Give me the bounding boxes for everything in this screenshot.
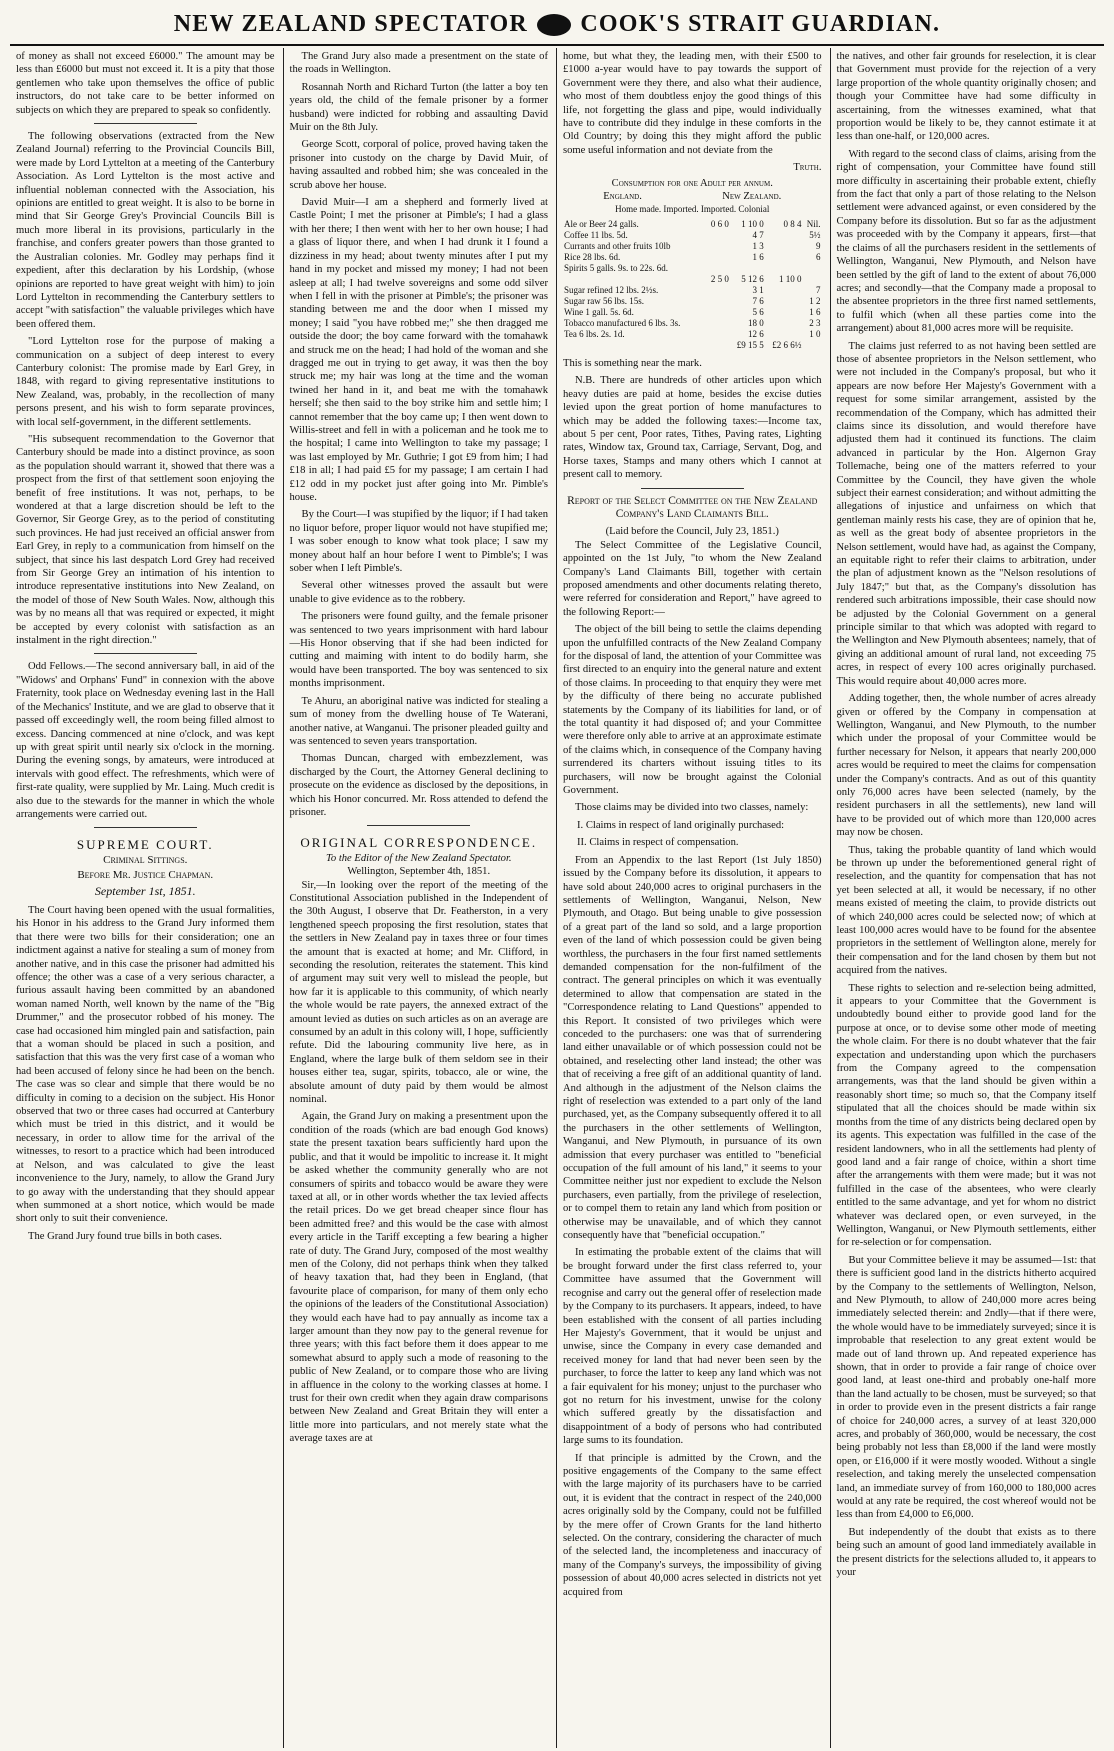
table-cell xyxy=(563,340,706,351)
table-cell xyxy=(765,241,803,252)
table-cell: Spirits 5 galls. 9s. to 22s. 6d. xyxy=(564,262,669,273)
table-cell: Ale or Beer 24 galls. xyxy=(564,218,639,229)
table-cell xyxy=(802,274,821,285)
paragraph: From an Appendix to the last Report (1st July 1850) issued by the Company before its dissolution, it appears to have sold about 240,000 acres to original purchasers in the settlements of Wellington, Wanganui, Nelson, New Plymouth, and Otago. But being unable to give possession of a great part of the land so sold, and a large proportion even of the land of which possession could be given being worthless, the purchasers in the four first named settlements demanded compensation for the non-fulfilment of the contract. The general principles on which it was eventually determined to allow that compensation are stated in the "Correspondence relating to Land Questions" appended to this Report. It consisted of two privileges which were conceded to the purchasers: one was that of surrendering land either unavailable or of which possession could not be obtained, and reselecting other land instead; the other was that of receiving a free gift of an additional quantity of land. And although in the adjustment of the Nelson claims the right of reselection was extended to a part only of the land purchased, yet, as the Company subsequently offered it to all the purchasers in the other settlements of Wellington, Wanganui, and New Plymouth, in pursuance of its own admission that every purchaser was entitled to "beneficial occupation of the full amount of his land," it seems to your Committee neither just nor expedient to exclude the Nelson purchasers, even partially, from the privilege of reselection, or to compel them to retain any land which from position or otherwise may be unavailable, and of which they cannot consequently have that "beneficial occupation." xyxy=(563,854,822,1242)
table-row xyxy=(563,329,822,340)
divider xyxy=(367,825,470,826)
list-item: I. Claims in respect of land originally purchased: xyxy=(577,819,785,831)
table-row xyxy=(563,285,822,296)
table-cell xyxy=(765,307,803,318)
table-cell: 2 3 xyxy=(809,317,821,328)
paragraph: "Lord Lyttelton rose for the purpose of making a communication on a subject of deep interest to every Canterbury colonist: The promise made by Earl Grey, in 1848, with regard to giving representative institutions to New Zealand, was, probably, in the recollection of many persons present, and his wish to form separate provinces, with local self-government, in the different settlements. xyxy=(16,336,275,428)
paragraph: "His subsequent recommendation to the Governor that Canterbury should be made into a distinct province, as soon as the population should warrant it, showed that there was a prospect from the first of that settlement soon enjoying the benefit of free institutions. It was not, perhaps, to be wondered at that a large discretion should be left to the Governor, Sir George Grey, as to the period of constituting such provinces. He had just received an official answer from Earl Grey, in reply to a communication from himself on the subject, that since his last despatch Lord Grey had received from Sir George Grey an intimation of his intention to introduce representative institutions into New Zealand, on the model of those of New South Wales. Now, although this was by no means all that was required or expected, it might be accepted by every colonist with satisfaction as an instalment in the right direction." xyxy=(16,433,275,647)
divider xyxy=(641,488,744,489)
table-cell: Tobacco manufactured 6 lbs. 3s. xyxy=(564,317,681,328)
paragraph: Te Ahuru, an aboriginal native was indicted for stealing a sum of money from the dwelling house of Te Waterani, another native, at Wanganui. The prisoner pleaded guilty and was sentenced to seven years transportation. xyxy=(289,695,548,747)
paragraph: The following observations (extracted from the New Zealand Journal) referring to the Provincial Councils Bill, were made by Lord Lyttelton at a meeting of the Canterbury Association. As Lord Lyttelton is the most active and influential nobleman connected with the Association, his opinions are entitled to great weight. It is also to be borne in mind that Sir George Grey's Provincial Councils Bill is much more liberal in its provisions, particularly in the franchise, and confers greater powers than those granted to the Australian colonies. Mr. Godley may perhaps find it expedient, after this declaration by his Lordship, (whose opinions are reported to have great weight with him) to join Lord Lyttelton in recommending the Canterbury settlers to accept "with satisfaction" the valuable privileges which have been offered them. xyxy=(16,131,275,330)
column-1 xyxy=(10,48,284,1748)
table-cell: 6 xyxy=(816,251,821,262)
table-cell xyxy=(706,252,730,263)
paragraph: In estimating the probable extent of the claims that will be brought forward under the first class referred to, your Committee have assumed that the Government will recognise and carry out the general offer of reselection made by the Company to its purchasers. It appears, indeed, to have been established with the consent of all parties including Her Majesty's Government, that it would be unjust and unwise, since the Company in every case demanded and received money for land that had never been seen by the purchaser, to force the latter to keep any land which was not a fair equivalent for his money; unjust to the purchaser who got no return for his investment, unwise for the colony which suffered greatly by the dissatisfaction and disappointment of a body of persons who had contributed large sums to its foundation. xyxy=(563,1247,822,1447)
paragraph: The Grand Jury also made a presentment on the state of the roads in Wellington. xyxy=(289,51,548,76)
paragraph: The Court having been opened with the usual formalities, his Honor in his address to the Grand Jury informed them that there were two bills for their consideration; one an indictment against a native for stealing a sum of money from another native, and in this case the prisoner had admitted his offence; the other was a case of a very serious character, a furious assault having been committed by an abandoned woman named North, well known by the name of the "Big Drummer," and the prosecutor robbed of his money. The case had occasioned him mingled pain and satisfaction, pain that a woman should be placed in such a position, and satisfaction that this was the very first case of a woman who had been accused of felony since he had been on the bench. The case was so clear and simple that there would be no difficulty in coming to a decision on the subject. His Honor observed that two or three cases had occurred at Canterbury which must be tried in this district, and it would be necessary, in order to allow time for the arrival of the witnesses, to resort to a practice which had been introduced at Nelson, and was calculated to give the least inconvenience to the Jury, namely, to allow the Grand Jury to go away with the understanding that they should appear when summoned at a short notice, which would be made short only to suit their convenience. xyxy=(16,904,275,1225)
table-header-cell: England. xyxy=(603,191,642,203)
table-row xyxy=(563,252,822,263)
table-cell: Rice 28 lbs. 6d. xyxy=(564,251,621,262)
section-title: ORIGINAL CORRESPONDENCE. xyxy=(300,835,538,851)
paragraph: The claims just referred to as not having been settled are those of absentee proprietors in the Nelson settlement, who were not included in the Company's proposal, but who it appears are now before Her Majesty's Government with a request for some similar arrangement, assisted by the recommendation of the Company, which has admitted their claims since its dissolution, and would therefore have adjusted them had it continued its functions. The claim advanced in particular by the Hon. Algernon Gray Tollemache, being one of the matters referred to your Committee by the Council, they have given the whole subject their earnest consideration; and without admitting the allegations of injustice and unfairness on which that gentleman mainly rests his case, they are of opinion that he, as well as the great body of absentee proprietors in the Nelson settlement, would have had, as against the Company, an equitable right to refer their claims to arbitration, under the plan of adjustment known as the "Nelson resolutions of July 1847;" but that, as the Company's dissolution has rendered such arbitrations impossible, their case should now be adjusted by the Colonial Government on a general principle similar to that which was adopted with regard to the Wellington and New Plymouth absentees; namely, that of giving an additional amount of rural land, not exceeding 75 acres, in respect of every 100 acres originally purchased. This would require about 40,000 acres more. xyxy=(836,340,1096,687)
table-cell: Coffee 11 lbs. 5d. xyxy=(564,229,628,240)
divider xyxy=(94,653,197,654)
paragraph: Rosannah North and Richard Turton (the latter a boy ten years old, the child of the female prisoner by a former husband) were indicted for robbing and assaulting David Muir on the 8th July. xyxy=(289,81,548,134)
table-cell: 12 6 xyxy=(748,328,764,339)
paragraph: By the Court—I was stupified by the liquor; if I had taken no liquor before, proper liquor would not have stupified me; I was sober enough to know what took place; I saw my money about half an hour before I went to Pimble's; I was sober when I left Pimble's. xyxy=(289,509,548,575)
paragraph: If that principle is admitted by the Crown, and the positive engagements of the Company to the same effect with the large majority of its purchasers have to be carried out, it is evident that the contract in respect of the 240,000 acres originally sold by the Company, could not be fulfilled by the mere offer of Crown Grants for the land hitherto selected. On the contrary, considering the character of much of the selected land, the incompleteness and inaccuracy of many of the Company's surveys, the impossibility of giving possession of about 40,000 acres selected in districts not yet acquired from xyxy=(563,1452,822,1598)
column-4 xyxy=(831,48,1105,1748)
table-cell: 5 6 xyxy=(752,306,764,317)
table-title: Consumption for one Adult per annum. xyxy=(611,177,773,189)
letter-address: To the Editor of the New Zealand Spectator. xyxy=(325,852,512,864)
table-cell: 7 6 xyxy=(752,295,764,306)
paragraph: George Scott, corporal of police, proved having taken the prisoner into custody on the charge by David Muir, of having assaulted and robbed him; she was concealed in the scrub above her house. xyxy=(289,139,548,191)
letter-dateline: Wellington, September 4th, 1851. xyxy=(347,866,491,878)
table-cell xyxy=(706,340,730,351)
paragraph: the natives, and other fair grounds for reselection, it is clear that Government must provide for the rejection of a very large proportion of the whole quantity originally chosen; and though your Committee have had some difficulty in ascertaining, from the witnesses examined, what that proportion would be likely to be, they cannot estimate it at less than one-half, or 120,000 acres. xyxy=(836,51,1096,143)
table-cell: 4 7 xyxy=(752,229,764,240)
paragraph: With regard to the second class of claims, arising from the right of compensation, your Committee have found still more difficulty in ascertaining their probable extent, chiefly from the fact that only a part of those relating to the Nelson settlement were advanced against, or even considered by the Company before its dissolution. But so far as the adjustment was proceeded with by the Company it appears, first—that the claims of all the purchasers resident in the settlements of Wellington, Wanganui, New Plymouth, and Nelson have been settled by the gift of land to the extent of about 76,000 acres; and secondly—that the Company made a proposal to the absentee proprietors in the three first named settlements, to fulfil which (when all these parties come into the arrangement) about 81,000 acres more will be requisite. xyxy=(836,148,1096,335)
table-cell xyxy=(706,241,730,252)
section-subtitle: Criminal Sittings. xyxy=(103,853,188,866)
table-cell: 1 10 0 xyxy=(778,273,802,284)
table-cell: 3 1 xyxy=(752,284,764,295)
masthead xyxy=(10,4,1104,46)
table-cell xyxy=(706,307,730,318)
table-cell: 5½ xyxy=(809,229,821,240)
paragraph: But your Committee believe it may be assumed—1st: that there is sufficient good land in the districts hitherto acquired by the Company to the settlements of Wellington, Nelson, and New Plymouth, to allow of 240,000 more acres being immediately selected therein: and 2ndly—that if there were, the whole would have to be immediately surveyed; since it is improbable that reselection to any great extent would be made out of land thrown up. And repeated experience has shown, that in order to provide a fair range of choice over good land, at least one-third and probably one-half more than the land actually to be chosen, must be surveyed; so that in order to provide even in the present districts a fair range of choice for 240,000 acres, a survey of at least 320,000 acres, and probably of 360,000, would be necessary, the cost being probably not less than £8,000 if the land were mostly open, or £16,000 if it were mostly wooded. Without a single reselection, and taking merely the unselected compensation land, an immediate survey of from 160,000 to 180,000 acres would at any rate be required, the cost whereof would not be less than from £4,000 to £6,000. xyxy=(836,1254,1096,1521)
section-title: SUPREME COURT. xyxy=(76,837,214,853)
table-cell: 1 6 xyxy=(809,306,821,317)
list-item: II. Claims in respect of compensation. xyxy=(577,837,739,849)
paragraph: This is something near the mark. xyxy=(563,357,702,369)
table-cell: 18 0 xyxy=(748,317,764,328)
paragraph: of money as shall not exceed £6000." The amount may be less than £6000 but must not exceed it. It is a pity that those gentlemen who take upon themselves the office of public instructors, do not take care to be better informed on subjects on which they are prepared to speak so confidently. xyxy=(16,51,275,116)
paragraph: The Select Committee of the Legislative Council, appointed on the 1st July, "to whom the New Zealand Company's Land Claimants Bill, together with certain proposed amendments and other documents relating thereto, were referred for consideration and Report," have agreed to the following Report:— xyxy=(563,539,822,618)
paragraph: Thomas Duncan, charged with embezzlement, was discharged by the Court, the Attorney General declining to prosecute on the evidence as disclosed by the depositions, in which his Honor concurred. Mr. Ross attended to defend the prisoner. xyxy=(289,753,548,818)
table-header xyxy=(563,190,822,203)
paragraph: Thus, taking the probable quantity of land which would be thrown up under the beforementioned general right of reselection, and the quantity for compensation that has not yet been selected at all, it would be necessary, if no other means existed of meeting the claim, to provide districts out of which 240,000 acres could be selected now; of which at least 100,000 acres would have to be found for the absentee proprietors in the settlement of Wellington alone, merely for their compensation and for the land chosen by them but not acquired from the natives. xyxy=(836,844,1096,977)
table-cell: 5 12 6 xyxy=(741,273,764,284)
paragraph: home, but what they, the leading men, with their £500 to £1000 a-year would have to pay towards the support of Government were they there, and also what their audience, who most of them doubtless enjoy the good things of this life, not forgetting the glass and pipe, would individually have to contribute did they indulge in these comforts in the Old Country; by doing this they might afford the public some useful information and not deviate from the xyxy=(563,51,822,156)
table-cell xyxy=(706,318,730,329)
paragraph: Adding together, then, the whole number of acres already given or offered by the Company in compensation at Wellington, Wanganui, and New Plymouth, to the number which under the proposal of your Committee would be further necessary for Nelson, it appears that nearly 200,000 acres would be required to meet the claims for compensation under the Company's contracts. And as out of this quantity only 76,000 acres have been selected (namely, by the resident purchasers in all the settlements), new land will have to be provided out of which more than 120,000 acres may now be chosen. xyxy=(836,693,1096,839)
table-cell: 9 xyxy=(816,240,821,251)
table-cell: Wine 1 gall. 5s. 6d. xyxy=(564,306,634,317)
table-row xyxy=(563,307,822,318)
table-cell: Currants and other fruits 10lb xyxy=(564,240,671,251)
paragraph: The object of the bill being to settle the claims depending upon the unfulfilled contracts of the New Zealand Company for the disposal of land, the attention of your Committee was first directed to an enquiry into the general nature and extent of those claims. In proceeding to that enquiry they were met by the difficulty of there being no accurate published statements by the Company of its liabilities for land, or of the total quantity it had disposed of; and your Committee were therefore only able to arrive at an approximate estimate of the claims which, in consequence of the Company having surrendered its charters without issuing titles to its purchasers, will now be brought against the Colonial Government. xyxy=(563,624,822,797)
table-cell xyxy=(730,263,765,274)
paragraph: Several other witnesses proved the assault but were unable to give evidence as to the robbery. xyxy=(289,580,548,605)
table-subheader: Home made. Imported. Imported. Colonial xyxy=(615,204,770,215)
table-row xyxy=(563,230,822,241)
paragraph: The prisoners were found guilty, and the female prisoner was sentenced to two years imprisonment with hard labour—His Honor observing that if she had been indicted for cutting and maiming with intent to do bodily harm, she would have been transported. The boy was sentenced to six months imprisonment. xyxy=(289,611,548,690)
table-cell xyxy=(706,329,730,340)
table-cell xyxy=(706,263,730,274)
table-cell: 2 5 0 xyxy=(710,273,729,284)
divider xyxy=(94,827,197,828)
table-cell: 1 10 0 xyxy=(741,218,764,229)
table-row xyxy=(563,296,822,307)
table-cell xyxy=(802,263,821,274)
table-cell: £9 15 5 xyxy=(736,339,764,350)
table-row xyxy=(563,340,822,351)
paragraph: Those claims may be divided into two classes, namely: xyxy=(575,802,809,814)
table-cell xyxy=(706,285,730,296)
table-cell: 1 0 xyxy=(809,328,821,339)
table-row xyxy=(563,274,822,285)
table-row xyxy=(563,263,822,274)
divider xyxy=(94,123,197,124)
table-cell: 0 6 0 xyxy=(710,218,729,229)
table-cell: Sugar raw 56 lbs. 15s. xyxy=(564,295,644,306)
paragraph: Odd Fellows.—The second anniversary ball, in aid of the "Widows' and Orphans' Fund" in connexion with the above Fraternity, took place on Wednesday evening last in the Hall of the Mechanics' Institute, and we are glad to observe that it passed off exceedingly well, the room being filled almost to excess. Dancing commenced at nine o'clock, and was kept up with great spirit until nearly six o'clock in the morning. During the evening songs, by amateurs, were introduced at intervals with good effect. The refreshments, which were of first-rate quality, were supplied by Mr. Laing. Much credit is also due to the stewards for the manner in which the whole arrangements were carried out. xyxy=(16,661,275,820)
masthead-title-left: NEW ZEALAND SPECTATOR xyxy=(173,11,528,37)
claims-list xyxy=(563,819,822,850)
table-cell: Tea 6 lbs. 2s. 1d. xyxy=(564,328,625,339)
table-cell xyxy=(765,252,803,263)
table-header-cell: New Zealand. xyxy=(722,191,782,203)
table-cell: Nil. xyxy=(806,218,821,229)
masthead-title-right: COOK'S STRAIT GUARDIAN. xyxy=(580,11,941,37)
paragraph: These rights to selection and re-selection being admitted, it appears to your Committee that the Government is undoubtedly bound either to provide good land for the purpose at once, or to devise some other mode of meeting the whole claim. For there is no doubt whatever that the fair expectation and understanding upon which the purchasers from the Company agreed to the compensation arrangements, was that the land should be given within a reasonably short time; so much so, that the Company itself stipulated that all the choices should be made within six months from the time of any districts being declared open by its agents. This expectation was fulfilled in the case of the resident landowners, who in all the settlements had plenty of good land and a fair range of choice, within a short time after the arrangements with them were made; but it was not fulfilled in the case of the absentees, who were clearly entitled to the same advantage, and yet for whom no district whatever was declared open, or even surveyed, in the Wellington, Wanganui, or New Plymouth settlements, either for re-selection or for compensation. xyxy=(836,982,1096,1249)
column-2 xyxy=(284,48,558,1748)
paragraph: David Muir—I am a shepherd and formerly lived at Castle Point; I met the prisoner at Pimble's; I had a glass with her there; I then went with her to her own house; I had a glass of liquor there, and when I had drunk it I found a dizziness in my head; about twenty minutes after I put my hand in my pocket and missed my money; I had not been asleep at all; I had twelve sovereigns and some odd silver when I fell in with the prisoner at Pimble's; the prisoner was standing between me and the door when I missed my money; I said "you have robbed me;" she then dragged me outside the door; the boy came forward with the tomahawk and struck me on the head; I had hold of the woman and she dragged me out in trying to get away, it was then the boy struck me; my hair was long at the time and the woman twined her hand in it, and beat me with the tomahawk herself; she then said to the boy strike him and settle him; I cannot remember that the boy came up; I then went down to Willis-street and fell in with a policeman and he took me to the hospital; I came into Wellington to take my passage; I was last employed by Mr. Guthrie; I got £9 from him; I had £18 in all; I had paid £5 for my passage; I am certain I had £12 odd in my pocket just after going into Mr. Pimble's house. xyxy=(289,197,548,503)
table-row xyxy=(563,318,822,329)
report-subtitle: (Laid before the Council, July 23, 1851.) xyxy=(605,526,779,538)
table-cell xyxy=(765,263,803,274)
letter-signature: Truth. xyxy=(793,162,822,174)
consumption-table xyxy=(563,219,822,351)
table-row xyxy=(563,241,822,252)
table-cell: 1 2 xyxy=(809,295,821,306)
table-cell xyxy=(765,318,803,329)
table-cell: 1 3 xyxy=(752,240,764,251)
table-cell xyxy=(706,296,730,307)
table-cell xyxy=(706,230,730,241)
table-cell: 1 6 xyxy=(752,251,764,262)
report-title: Report of the Select Committee on the New Zealand Company's Land Claimants Bill. xyxy=(567,494,818,520)
paragraph: N.B. There are hundreds of other articles upon which heavy duties are paid at home, besides the excise duties levied upon the great portion of home manufactures to which may be added the following taxes:—Income tax, about 5 per cent, Poor rates, Tithes, Paving rates, Lighting rates, Window tax, Ground tax, Carriage, Servant, Dog, and Horse taxes, Stamps and many others which I cannot at present call to memory. xyxy=(563,375,822,481)
table-cell: 7 xyxy=(816,284,821,295)
table-cell xyxy=(802,340,821,351)
table-cell xyxy=(765,329,803,340)
table-cell xyxy=(765,230,803,241)
column-3 xyxy=(557,48,831,1748)
paragraph: Sir,—In looking over the report of the meeting of the Constitutional Association published in the Independent of the 30th August, I observe that Dr. Featherston, in a very lengthened speech proposing the first resolution, states that the settlers in New Zealand pay in taxes three or four times the amount that is exacted at home; and Mr. Clifford, in seconding the resolution, reiterates the statement. This kind of argument may suit very well to mislead the people, but how far it is applicable to this community, of which nearly the whole would be rate payers, the annexed extract of the amount levied as duties on such articles as on an average are consumed by an adult in this colony will, I hope, sufficiently refute. Did the labouring community live here, as in England, where the large bulk of them seldom see in their houses either tea, sugar, spirits, tobacco, ale or wine, the absolute amount of duty paid by them would be almost nominal. xyxy=(289,879,548,1106)
table-cell xyxy=(765,285,803,296)
table-cell: Sugar refined 12 lbs. 2½s. xyxy=(564,284,659,295)
table-cell xyxy=(563,274,706,285)
paragraph: But independently of the doubt that exists as to there being such an amount of good land immediately available in the present districts for the selections alluded to, it appears to your xyxy=(836,1526,1096,1579)
table-cell xyxy=(765,296,803,307)
section-date: September 1st, 1851. xyxy=(94,883,196,898)
table-cell: £2 6 6½ xyxy=(772,339,802,350)
paragraph: Again, the Grand Jury on making a presentment upon the condition of the roads (which are bad enough God knows) state the present taxation bears sufficiently hard upon the public, and that it would be impolitic to increase it. It might be asked whether the community generally who are not consumers of spirits and tobacco would be aware they were taxed at all, or in other words whether the tax levied affects the retail prices. Do we get bread cheaper since flour has been admitted free? and this would be the case with almost every article in the Tariff excepting a few bearing a higher rate of duty. The Grand Jury, composed of the most wealthy men of the Colony, did not perhaps think when they talked of heavy taxation that, had they been in England, (that favourite place of comparison, for many of them only echo the opinions of the leaders of the Constitutional Association) they would each have had to pay annually as income tax a larger amount than they now pay to the general revenue for three years; with this fact before them it does appear to me somewhat absurd to apply such a mode of reasoning to the public of New Zealand, or to compare those who are living in affluence in the colony to the working classes at home. I trust for their own credit when they again draw comparisons between New Zealand and Great Britain they will enter a little more into particulars, and not merely state what the average taxes are at xyxy=(289,1111,548,1445)
paragraph: The Grand Jury found true bills in both cases. xyxy=(28,1230,222,1242)
section-subtitle: Before Mr. Justice Chapman. xyxy=(77,869,214,882)
ink-blot xyxy=(537,14,571,36)
table-row xyxy=(563,219,822,230)
table-cell: 0 8 4 xyxy=(783,218,802,229)
columns xyxy=(10,48,1104,1748)
